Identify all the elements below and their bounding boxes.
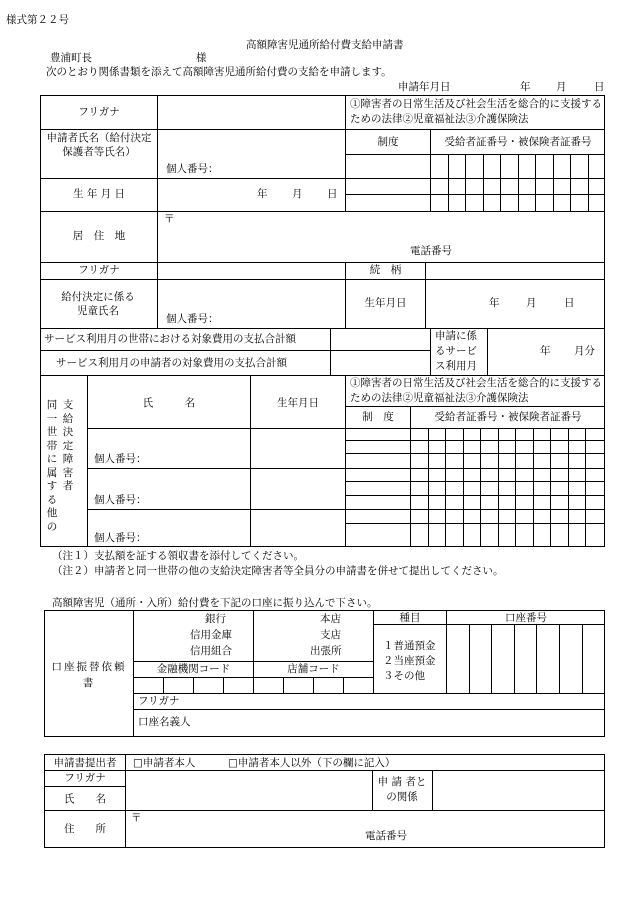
postal-mark: 〒 [164, 213, 175, 225]
applicant-birth-year: 年 [257, 188, 268, 200]
cert-digit-divider [588, 154, 589, 211]
applicant-birth-day: 日 [327, 188, 338, 200]
applicant-kojin-label: 個人番号： [166, 163, 219, 175]
cert-digit-divider [498, 428, 499, 547]
bank-side-label: 口座振替依頼書 [51, 661, 127, 689]
cert-digit-divider [568, 428, 569, 547]
account-digit-divider [536, 624, 537, 693]
date-year: 年 [520, 81, 531, 93]
others-kojin-2: 個人番号： [94, 494, 147, 506]
note-2: （注２）申請者と同一世帯の他の支給決定障害者等全員分の申請書を併せて提出してください。 [52, 565, 504, 577]
branch-type-shucchojo: 出張所 [310, 645, 342, 657]
form-number: 様式第２２号 [6, 14, 69, 26]
account-number-label: 口座番号 [505, 612, 547, 624]
cert-digit-divider [465, 154, 466, 211]
main-table [40, 95, 605, 547]
account-digit-divider [514, 624, 515, 693]
child-name-label: 給付決定に係る児童氏名 [61, 291, 135, 317]
applicant-furigana-label: フリガナ [78, 106, 120, 118]
code-digit-divider [313, 677, 314, 693]
code-digit-divider [163, 677, 164, 693]
cert-digit-divider [448, 154, 449, 211]
applicant-law-note: ①障害者の日常生活及び社会生活を総合的に支援するための法律②児童福祉法③介護保険法 [350, 98, 602, 125]
household-total-label: サービス利用月の世帯における対象費用の支払合計額 [44, 333, 296, 345]
inst-type-kumiai: 信用組合 [190, 645, 232, 657]
addressee: 豊浦町長 [50, 52, 92, 64]
code-digit-divider [193, 677, 194, 693]
account-digit-divider [559, 624, 560, 693]
branch-type-shiten: 支店 [320, 629, 341, 641]
cert-digit-divider [535, 154, 536, 211]
code-digit-divider [283, 677, 284, 693]
applicant-birth-month: 月 [292, 188, 303, 200]
submitter-address-label: 住 所 [64, 823, 106, 835]
note-1: （注１）支払額を証する領収書を添付してください。 [52, 550, 304, 562]
child-birth-label: 生年月日 [364, 297, 407, 309]
service-month-label: 申請に係るサービス利用月 [435, 330, 477, 372]
child-birth-day: 日 [564, 297, 575, 309]
others-kojin-3: 個人番号： [94, 532, 147, 544]
code-digit-divider [343, 677, 344, 693]
others-name-col: 氏 名 [142, 397, 196, 409]
honorific: 様 [196, 52, 207, 64]
kind-other: ３その他 [383, 670, 425, 682]
cert-digit-divider [518, 154, 519, 211]
cert-digit-divider [483, 154, 484, 211]
bank-furigana-label: フリガナ [138, 695, 180, 707]
cert-digit-divider [585, 428, 586, 547]
account-digit-divider [491, 624, 492, 693]
applicant-birth-label: 生 年 月 日 [72, 188, 125, 200]
applicant-cert-label: 受給者証番号・被保険者証番号 [444, 136, 592, 148]
child-birth-month: 月 [526, 297, 537, 309]
applicant-total-label: サービス利用月の申請者の対象費用の支払合計額 [56, 357, 287, 369]
service-month: 月分 [574, 345, 595, 357]
others-side-label-right: 支給決定障害者 [62, 399, 74, 492]
inst-code-label: 金融機関コード [156, 663, 231, 675]
applicant-phone-label: 電話番号 [410, 245, 452, 257]
kind-label: 種目 [399, 612, 421, 624]
date-label: 申請年月日 [398, 81, 451, 93]
relation-to-applicant-label: 申 請 者との関係 [377, 776, 427, 803]
applicant-seido-label: 制度 [377, 136, 399, 148]
others-birth-col: 生年月日 [277, 397, 319, 409]
others-cert-label: 受給者証番号・被保険者証番号 [434, 411, 582, 423]
cert-digit-divider [428, 428, 429, 547]
others-law-note: ①障害者の日常生活及び社会生活を総合的に支援するための法律②児童福祉法③介護保険法 [350, 377, 602, 404]
service-year: 年 [540, 345, 551, 357]
submitter-postal-mark: 〒 [131, 812, 142, 824]
bank-intro: 高額障害児（通所・入所）給付費を下記の口座に振り込んで下さい。 [52, 597, 378, 609]
cert-digit-divider [515, 428, 516, 547]
branch-code-label: 店舗コード [287, 663, 340, 675]
child-furigana-label: フリガナ [78, 264, 120, 276]
cert-digit-divider [463, 428, 464, 547]
submitter-name-label: 氏 名 [64, 793, 106, 805]
account-digit-divider [582, 624, 583, 693]
child-kojin-label: 個人番号： [166, 313, 219, 325]
cert-digit-divider [480, 428, 481, 547]
account-holder-label: 口座名義人 [138, 716, 191, 728]
inst-type-bank: 銀行 [205, 613, 226, 625]
cert-digit-divider [500, 154, 501, 211]
inst-type-shinkin: 信用金庫 [190, 629, 232, 641]
submitter-option-other[interactable]: □申請者本人以外（下の欄に記入） [228, 757, 396, 769]
relation-label: 続 柄 [369, 264, 402, 276]
submitter-option-self[interactable]: □申請者本人 [133, 757, 196, 769]
intro-text: 次のとおり関係書類を添えて高額障害児通所給付費の支給を申請します。 [46, 66, 392, 78]
form-title: 高額障害児通所給付費支給申請書 [246, 39, 404, 51]
cert-digit-divider [570, 154, 571, 211]
kind-futsu: １普通預金 [383, 640, 436, 652]
submitter-label: 申請書提出者 [53, 757, 117, 769]
submitter-phone-label: 電話番号 [365, 830, 407, 842]
cert-digit-divider [445, 428, 446, 547]
date-month: 月 [556, 81, 567, 93]
submitter-furigana-label: フリガナ [64, 772, 106, 784]
date-day: 日 [594, 81, 605, 93]
child-birth-year: 年 [489, 297, 500, 309]
cert-digit-divider [550, 428, 551, 547]
branch-type-honten: 本店 [320, 613, 341, 625]
others-seido-label: 制 度 [362, 411, 394, 423]
applicant-name-label: 申請者氏名（給付決定保護者等氏名） [46, 132, 152, 158]
address-label: 居 住 地 [72, 230, 126, 242]
code-digit-divider [223, 677, 224, 693]
others-side-label-left: 同一世帯に属する他の [46, 399, 58, 533]
cert-digit-divider [553, 154, 554, 211]
kind-toza: ２当座預金 [383, 655, 436, 667]
others-kojin-1: 個人番号： [94, 453, 147, 465]
cert-digit-divider [533, 428, 534, 547]
account-digit-divider [469, 624, 470, 693]
